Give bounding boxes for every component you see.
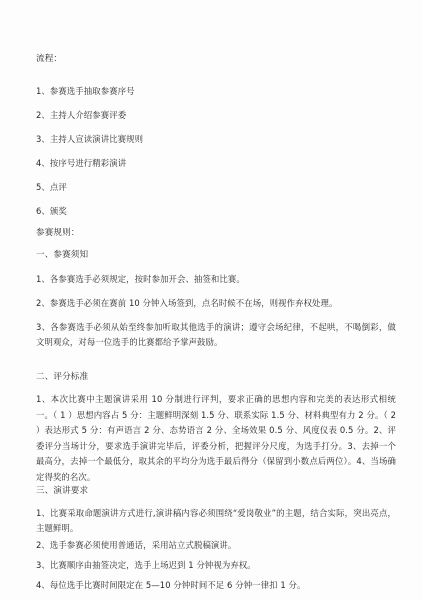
section-heading: 三、演讲要求	[36, 486, 89, 496]
rule-item: 1、各参赛选手必须规定，按时参加开会、抽签和比赛。	[36, 274, 245, 284]
flow-step: 2、主持人介绍参赛评委	[36, 110, 127, 120]
requirement-item: 2、选手参赛必须使用普通话，采用站立式脱稿演讲。	[36, 540, 237, 550]
requirement-item: 1、比赛采取命题演讲方式进行,演讲稿内容必须围绕“爱岗敬业”的主题，结合实际，突出亮点，主题鲜明。	[36, 508, 396, 533]
rule-item: 3、各参赛选手必须从始至终参加听取其他选手的演讲；遵守会场纪律，不起哄，不喝倒彩，做文明观众，对每一位选手的比赛都给予掌声鼓励。	[36, 322, 396, 347]
flow-step: 4、按序号进行精彩演讲	[36, 158, 127, 168]
rules-heading: 参赛规则：	[36, 228, 80, 238]
rule-item: 2、参赛选手必须在赛前 10 分钟入场签到，点名时候不在场，则视作弃权处理。	[36, 298, 338, 308]
section-heading: 一、参赛须知	[36, 250, 89, 260]
section-heading: 二、评分标准	[36, 372, 89, 382]
flow-step: 5、点评	[36, 182, 67, 192]
flow-step: 6、颁奖	[36, 206, 67, 216]
requirement-item: 4、每位选手比赛时间限定在 5—10 分钟时间不足 6 分钟一律扣 1 分。	[36, 580, 306, 590]
requirement-item: 3、比赛顺序由抽签决定，选手上场迟到 1 分钟视为弃权。	[36, 560, 256, 570]
scoring-paragraph: 1、本次比赛中主题演讲采用 10 分制进行评判，要求正确的思想内容和完美的表达形式相统一。（ 1 ）思想内容占 5 分：主题鲜明深刻 1.5 分、联系实际 1.5 分、材料典型有力 2 分。（ 2 ）表达形式 5 分：有声语言 2 分、态势语言 2 分、全场效果 0.5 分、风度仪表 0.5 分。2、评委评分当场计分，要求选手演讲完毕后，评委分析，把握评分尺度，为选手打分。3、去掉一个最高分，去掉一个最低分，取其余的平均分为选手最后得分（保留到小数点后两位）。4、当场确定得奖的名次。	[36, 394, 396, 482]
flow-step: 1、参赛选手抽取参赛序号	[36, 86, 135, 96]
flow-heading: 流程：	[36, 54, 63, 64]
flow-step: 3、主持人宣读演讲比赛规则	[36, 134, 144, 144]
